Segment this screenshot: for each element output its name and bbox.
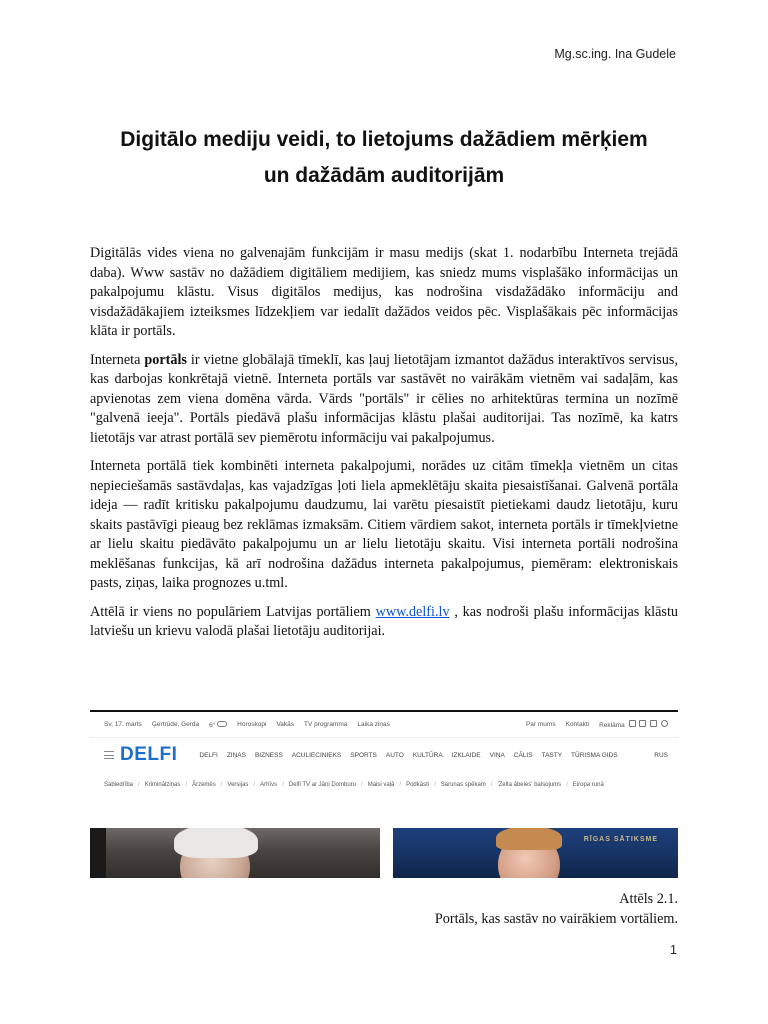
hamburger-menu-icon [104, 751, 114, 759]
user-icon [650, 720, 657, 727]
title-line-1: Digitālo mediju veidi, to lietojums dažādiem mērķiem [120, 128, 648, 151]
paragraph-4-start: Attēlā ir viens no populāriem Latvijas portāliem [90, 603, 376, 620]
news-photo-right [393, 828, 678, 878]
paragraph-1: Digitālās vides viena no galvenajām funkcijām ir masu medijs (skat 1. nodarbību Interneta trejādā daba). Www sastāv no dažādiem digitāliem medijiem, kas sniedz mums visplašāko informācijas un pakalpojumu klāstu. Visus digitālos medijus, kas nodrošina visdažādāko informāciju and visdažādākajiem izteiksmes līdzekļiem var iedalīt dažādos veidos pēc. Visplašākais pēc informācijas klāta ir portāls. [90, 245, 678, 339]
figure-date: Sv, 17. marts [104, 721, 142, 728]
figure-category-bar: Sabiedrība / Kriminālziņas / Ārzemēs / Versijas / Arhīvs / Delfi TV ar Jāni Domburu / Maisi vaļā / Podkāsti / Sarunas spēkam / 'Zelta ābeles' balsojums / Eiropa runā [104, 782, 604, 788]
figure-link-about: Par mums [525, 721, 556, 728]
photo-sign-text: RĪGAS SĀTIKSME [583, 836, 658, 843]
nav-item: BIZNESS [254, 751, 283, 759]
figure-news-photos [90, 828, 678, 878]
figure-link-horoscopes: Horoskopi [237, 721, 267, 728]
delfi-screenshot-figure [90, 710, 678, 878]
nav-item: AUTO [385, 751, 404, 759]
figure-namedays: Ģertrūde, Gerda [151, 721, 200, 728]
cloud-icon [217, 721, 227, 727]
figure-navbar [90, 738, 678, 772]
news-photo-left [90, 828, 380, 878]
paragraph-3: Interneta portālā tiek kombinēti interneta pakalpojumi, norādes uz citām tīmekļa vietnēm un citas nepieciešamās sastāvdaļas, kas vajadzīgas ļoti liela apmeklētāju skaita piesaistīšanai. Galvenā portāla ideja — radīt kritisku pakalpojumu daudzumu, lai varētu piesaistīt pietiekami daudz lietotāju, kuru skaits pastāvīgi pieaug bez reklāmas izmaksām. Citiem vārdiem sakot, interneta portāls ir tīmekļvietne ar lielu skaitu piedāvāto pakalpojumu un ar lielu lietotāju skaitu. Visi interneta portāli nodrošina meklēšanas funkcijas, kā arī nodrošina dažādus interneta pakalpojumus, piemēram: elektroniskais pasts, ziņas, laika prognozes u.tml. [90, 458, 678, 591]
paragraph-2-start: Interneta [90, 351, 145, 368]
figure-caption [435, 890, 678, 929]
portal-term: portāls [144, 351, 187, 368]
mobile-icon [629, 720, 636, 727]
nav-item: VIŅA [489, 751, 505, 759]
category-item: Kriminālziņas [144, 782, 181, 788]
figure-link-weather: Laika ziņas [357, 721, 390, 728]
title-line-2: un dažādām auditorijām [263, 164, 505, 187]
figure-link-ads: Reklāma [599, 720, 668, 729]
nav-item: ACULIECINIEKS [291, 751, 342, 759]
paragraph-2 [90, 351, 678, 449]
category-item: Sarunas spēkam [440, 782, 486, 788]
category-item: Ārzemēs [192, 782, 216, 788]
category-item: Podkāsti [406, 782, 430, 788]
category-item: Eiropa runā [572, 782, 604, 788]
nav-item: CĀLIS [513, 751, 533, 759]
delfi-link[interactable]: www.delfi.lv [375, 603, 450, 620]
category-item: Delfi TV ar Jāni Domburu [288, 782, 357, 788]
document-title [90, 122, 678, 194]
paragraph-2-rest: ir vietne globālajā tīmeklī, kas ļauj lietotājam izmantot dažādus interaktīvos servisus, kas darbojas konkrētajā vietnē. Interneta portāls var sastāvēt no vairākām vietnēm vai sadaļām, kas apvienotas zem viena domēna vārda. Vārds "portāls" ir cēlies no arhitektūras termina un nozīmē "galvenā ieeja". Portāls piedāvā plašu informācijas klāstu plašai auditorijai. Tas nozīmē, ka katrs lietotājs var atrast portālā sev piemērotu informāciju vai pakalpojumus. [90, 351, 678, 446]
nav-item: TŪRISMA GIDS [571, 751, 618, 759]
figure-topbar [90, 712, 678, 738]
nav-item: IZKLAIDE [451, 751, 481, 759]
nav-item: DELFI [199, 751, 218, 759]
figure-link-tv: TV programma [304, 721, 348, 728]
nav-language-rus: RUS [654, 751, 668, 759]
caption-number: Attēls 2.1. [619, 891, 678, 907]
category-item: Arhīvs [260, 782, 278, 788]
nav-item: SPORTS [350, 751, 377, 759]
figure-nav-items [199, 752, 654, 759]
figure-link-vakas: Vakās [276, 721, 295, 728]
delfi-logo: DELFI [120, 744, 178, 765]
figure-link-contacts: Kontakti [565, 721, 590, 728]
nav-item: KULTŪRA [412, 751, 443, 759]
paragraph-4-rest: , kas nodroši plašu informācijas klāstu latviešu un krievu valodā plašai lietotāju auditorijai. [90, 603, 678, 639]
author-header: Mg.sc.ing. Ina Gudele [554, 47, 676, 61]
caption-text: Portāls, kas sastāv no vairākiem vortāliem. [434, 910, 678, 927]
edit-icon [639, 720, 646, 727]
category-item: Sabiedrība [104, 782, 134, 788]
document-body [90, 244, 678, 651]
category-item: Versijas [227, 782, 249, 788]
nav-item: TASTY [541, 751, 563, 759]
figure-temperature: 6° [209, 721, 227, 729]
nav-item: ZIŅAS [226, 751, 246, 759]
category-item: Maisi vaļā [367, 782, 395, 788]
search-icon [661, 720, 668, 727]
page-number: 1 [670, 943, 677, 957]
paragraph-4 [90, 603, 678, 642]
category-item: 'Zelta ābeles' balsojums [497, 782, 562, 788]
